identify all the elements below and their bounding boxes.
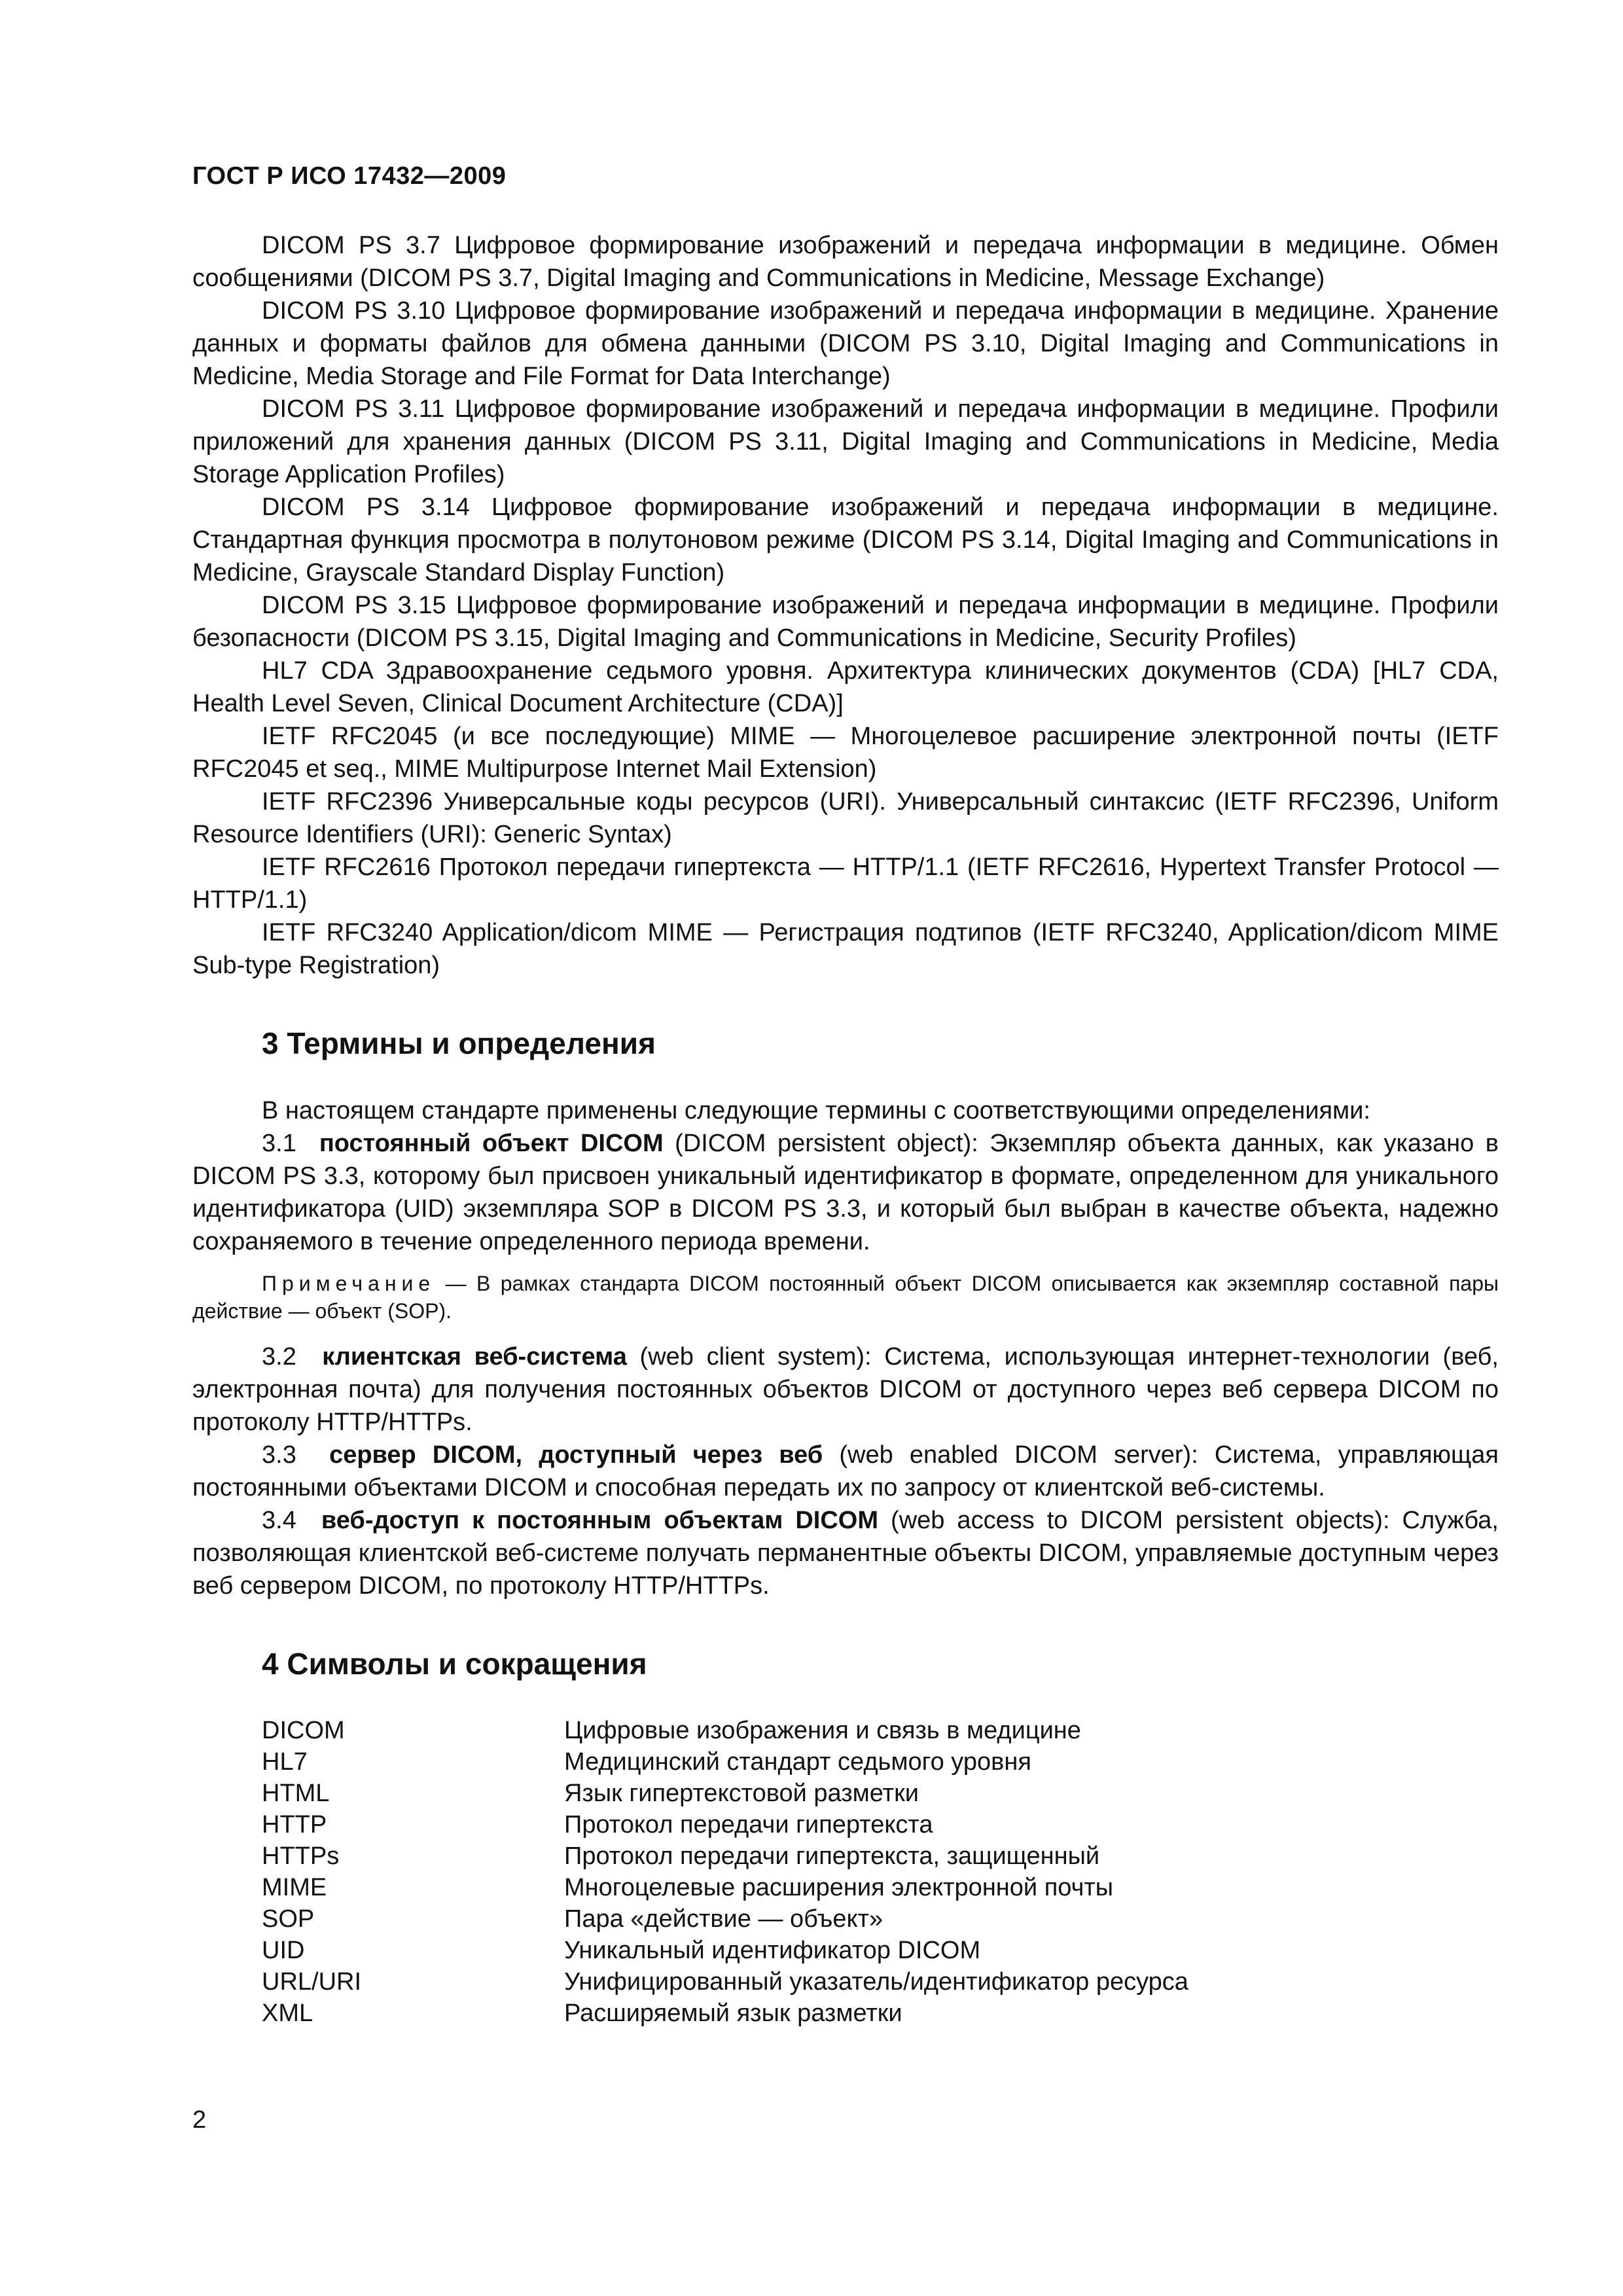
abbreviation: SOP	[262, 1905, 315, 1933]
page-number: 2	[192, 2106, 207, 2134]
section-3-intro: В настоящем стандарте применены следующие термины с соответствующими определениями:	[262, 1097, 1370, 1124]
reference-item: IETF RFC2616 Протокол передачи гипертекста — HTTP/1.1 (IETF RFC2616, Hypertext Transfer Protocol — HTTP/1.1)	[192, 853, 1499, 914]
term-name: постоянный объект DICOM	[319, 1130, 664, 1157]
references-list	[192, 229, 1499, 982]
abbreviation: DICOM	[262, 1717, 345, 1744]
reference-item: DICOM PS 3.14 Цифровое формирование изображений и передача информации в медицине. Стандартная функция просмотра в полутоновом режиме (DICOM PS 3.14, Digital Imaging and Communications in Medicine, Grayscale Standard Display Function)	[192, 493, 1499, 586]
term-name: сервер DICOM, доступный через веб	[329, 1441, 823, 1469]
term-definition-text: (web enabled DICOM server): Система, управляющая постоянными объектами DICOM и способная передать их по запросу от клиентской веб-системы.	[192, 1441, 1499, 1501]
note-paragraph	[192, 1270, 1499, 1325]
abbreviation-meaning: Протокол передачи гипертекста, защищенный	[564, 1842, 1100, 1870]
term-definition-text: (web client system): Система, использующая интернет-технологии (веб, электронная почта) для получения постоянных объектов DICOM от доступного через веб сервера DICOM по протоколу HTTP/HTTPs.	[192, 1343, 1499, 1436]
abbreviation-row	[262, 1715, 1188, 1746]
document-content	[192, 229, 1499, 2029]
reference-item: DICOM PS 3.7 Цифровое формирование изображений и передача информации в медицине. Обмен сообщениями (DICOM PS 3.7, Digital Imaging and Communications in Medicine, Message Exchange)	[192, 232, 1499, 292]
abbreviation-meaning: Многоцелевые расширения электронной почты	[564, 1874, 1114, 1901]
abbreviation-meaning: Цифровые изображения и связь в медицине	[564, 1717, 1081, 1744]
abbreviation-meaning: Расширяемый язык разметки	[564, 2000, 902, 2027]
abbreviation-row	[262, 1903, 1188, 1935]
abbreviation: HTML	[262, 1780, 330, 1807]
section-3-title: 3 Термины и определения	[262, 1026, 656, 1060]
abbreviation: UID	[262, 1937, 305, 1964]
abbreviation-row	[262, 1966, 1188, 1998]
abbreviation-row	[262, 1935, 1188, 1966]
abbreviation: HTTP	[262, 1811, 327, 1839]
reference-item: IETF RFC2045 (и все последующие) MIME — Многоцелевое расширение электронной почты (IETF RFC2045 et seq., MIME Multipurpose Internet Mail Extension)	[192, 723, 1499, 783]
reference-item: IETF RFC3240 Application/dicom MIME — Регистрация подтипов (IETF RFC3240, Application/dicom MIME Sub-type Registration)	[192, 919, 1499, 979]
term-definition-text: (DICOM persistent object): Экземпляр объекта данных, как указано в DICOM PS 3.3, которому был присвоен уникальный идентификатор в формате, определенном для уникального идентификатора (UID) экземпляра SOP в DICOM PS 3.3, и который был выбран в качестве объекта, надежно сохраняемого в течение определенного периода времени.	[192, 1130, 1499, 1255]
note-text: — В рамках стандарта DICOM постоянный объект DICOM описывается как экземпляр составной пары действие — объект (SOP).	[192, 1272, 1499, 1323]
term-definition-3-1	[192, 1127, 1499, 1258]
abbreviation-meaning: Пара «действие — объект»	[564, 1905, 883, 1933]
document-header-code: ГОСТ Р ИСО 17432—2009	[192, 162, 507, 190]
term-name: веб-доступ к постоянным объектам DICOM	[321, 1507, 879, 1534]
abbreviation-row	[262, 1809, 1188, 1840]
term-number: 3.4	[262, 1507, 296, 1534]
abbreviation-meaning: Медицинский стандарт седьмого уровня	[564, 1748, 1031, 1776]
reference-item: HL7 CDA Здравоохранение седьмого уровня. Архитектура клинических документов (CDA) [HL7 CDA, Health Level Seven, Clinical Document Architecture (CDA)]	[192, 657, 1499, 717]
term-number: 3.2	[262, 1343, 296, 1371]
abbreviation: HTTPs	[262, 1842, 340, 1870]
abbreviation-meaning: Язык гипертекстовой разметки	[564, 1780, 919, 1807]
abbreviation-meaning: Уникальный идентификатор DICOM	[564, 1937, 981, 1964]
abbreviation-row	[262, 1746, 1188, 1778]
term-definition-text: (web access to DICOM persistent objects): Служба, позволяющая клиентской веб-системе получать перманентные объекты DICOM, управляемые доступным через веб сервером DICOM, по протоколу HTTP/HTTPs.	[192, 1507, 1499, 1600]
abbreviation: MIME	[262, 1874, 327, 1901]
abbreviations-table	[262, 1715, 1188, 2029]
abbreviation-row	[262, 1872, 1188, 1903]
term-definition-3-2	[192, 1340, 1499, 1439]
reference-item: IETF RFC2396 Универсальные коды ресурсов (URI). Универсальный синтаксис (IETF RFC2396, Uniform Resource Identifiers (URI): Generic Syntax)	[192, 788, 1499, 848]
reference-item: DICOM PS 3.10 Цифровое формирование изображений и передача информации в медицине. Хранение данных и форматы файлов для обмена данными (DICOM PS 3.10, Digital Imaging and Communications in Medicine, Media Storage and File Format for Data Interchange)	[192, 297, 1499, 390]
abbreviation-row	[262, 1778, 1188, 1809]
abbreviation: HL7	[262, 1748, 308, 1776]
term-definition-3-3	[192, 1439, 1499, 1504]
reference-item: DICOM PS 3.11 Цифровое формирование изображений и передача информации в медицине. Профили приложений для хранения данных (DICOM PS 3.11, Digital Imaging and Communications in Medicine, Media Storage Application Profiles)	[192, 395, 1499, 488]
abbreviation: XML	[262, 2000, 313, 2027]
abbreviation-meaning: Унифицированный указатель/идентификатор ресурса	[564, 1968, 1188, 1996]
note-label: Примечание	[262, 1272, 436, 1295]
abbreviation-meaning: Протокол передачи гипертекста	[564, 1811, 933, 1839]
abbreviation-row	[262, 1840, 1188, 1872]
abbreviation: URL/URI	[262, 1968, 362, 1996]
term-definition-3-4	[192, 1504, 1499, 1602]
term-number: 3.1	[262, 1130, 296, 1157]
abbreviation-row	[262, 1998, 1188, 2029]
reference-item: DICOM PS 3.15 Цифровое формирование изображений и передача информации в медицине. Профили безопасности (DICOM PS 3.15, Digital Imaging and Communications in Medicine, Security Profiles)	[192, 592, 1499, 652]
term-number: 3.3	[262, 1441, 296, 1469]
section-4-title: 4 Символы и сокращения	[262, 1647, 647, 1681]
term-name: клиентская веб-система	[322, 1343, 627, 1371]
